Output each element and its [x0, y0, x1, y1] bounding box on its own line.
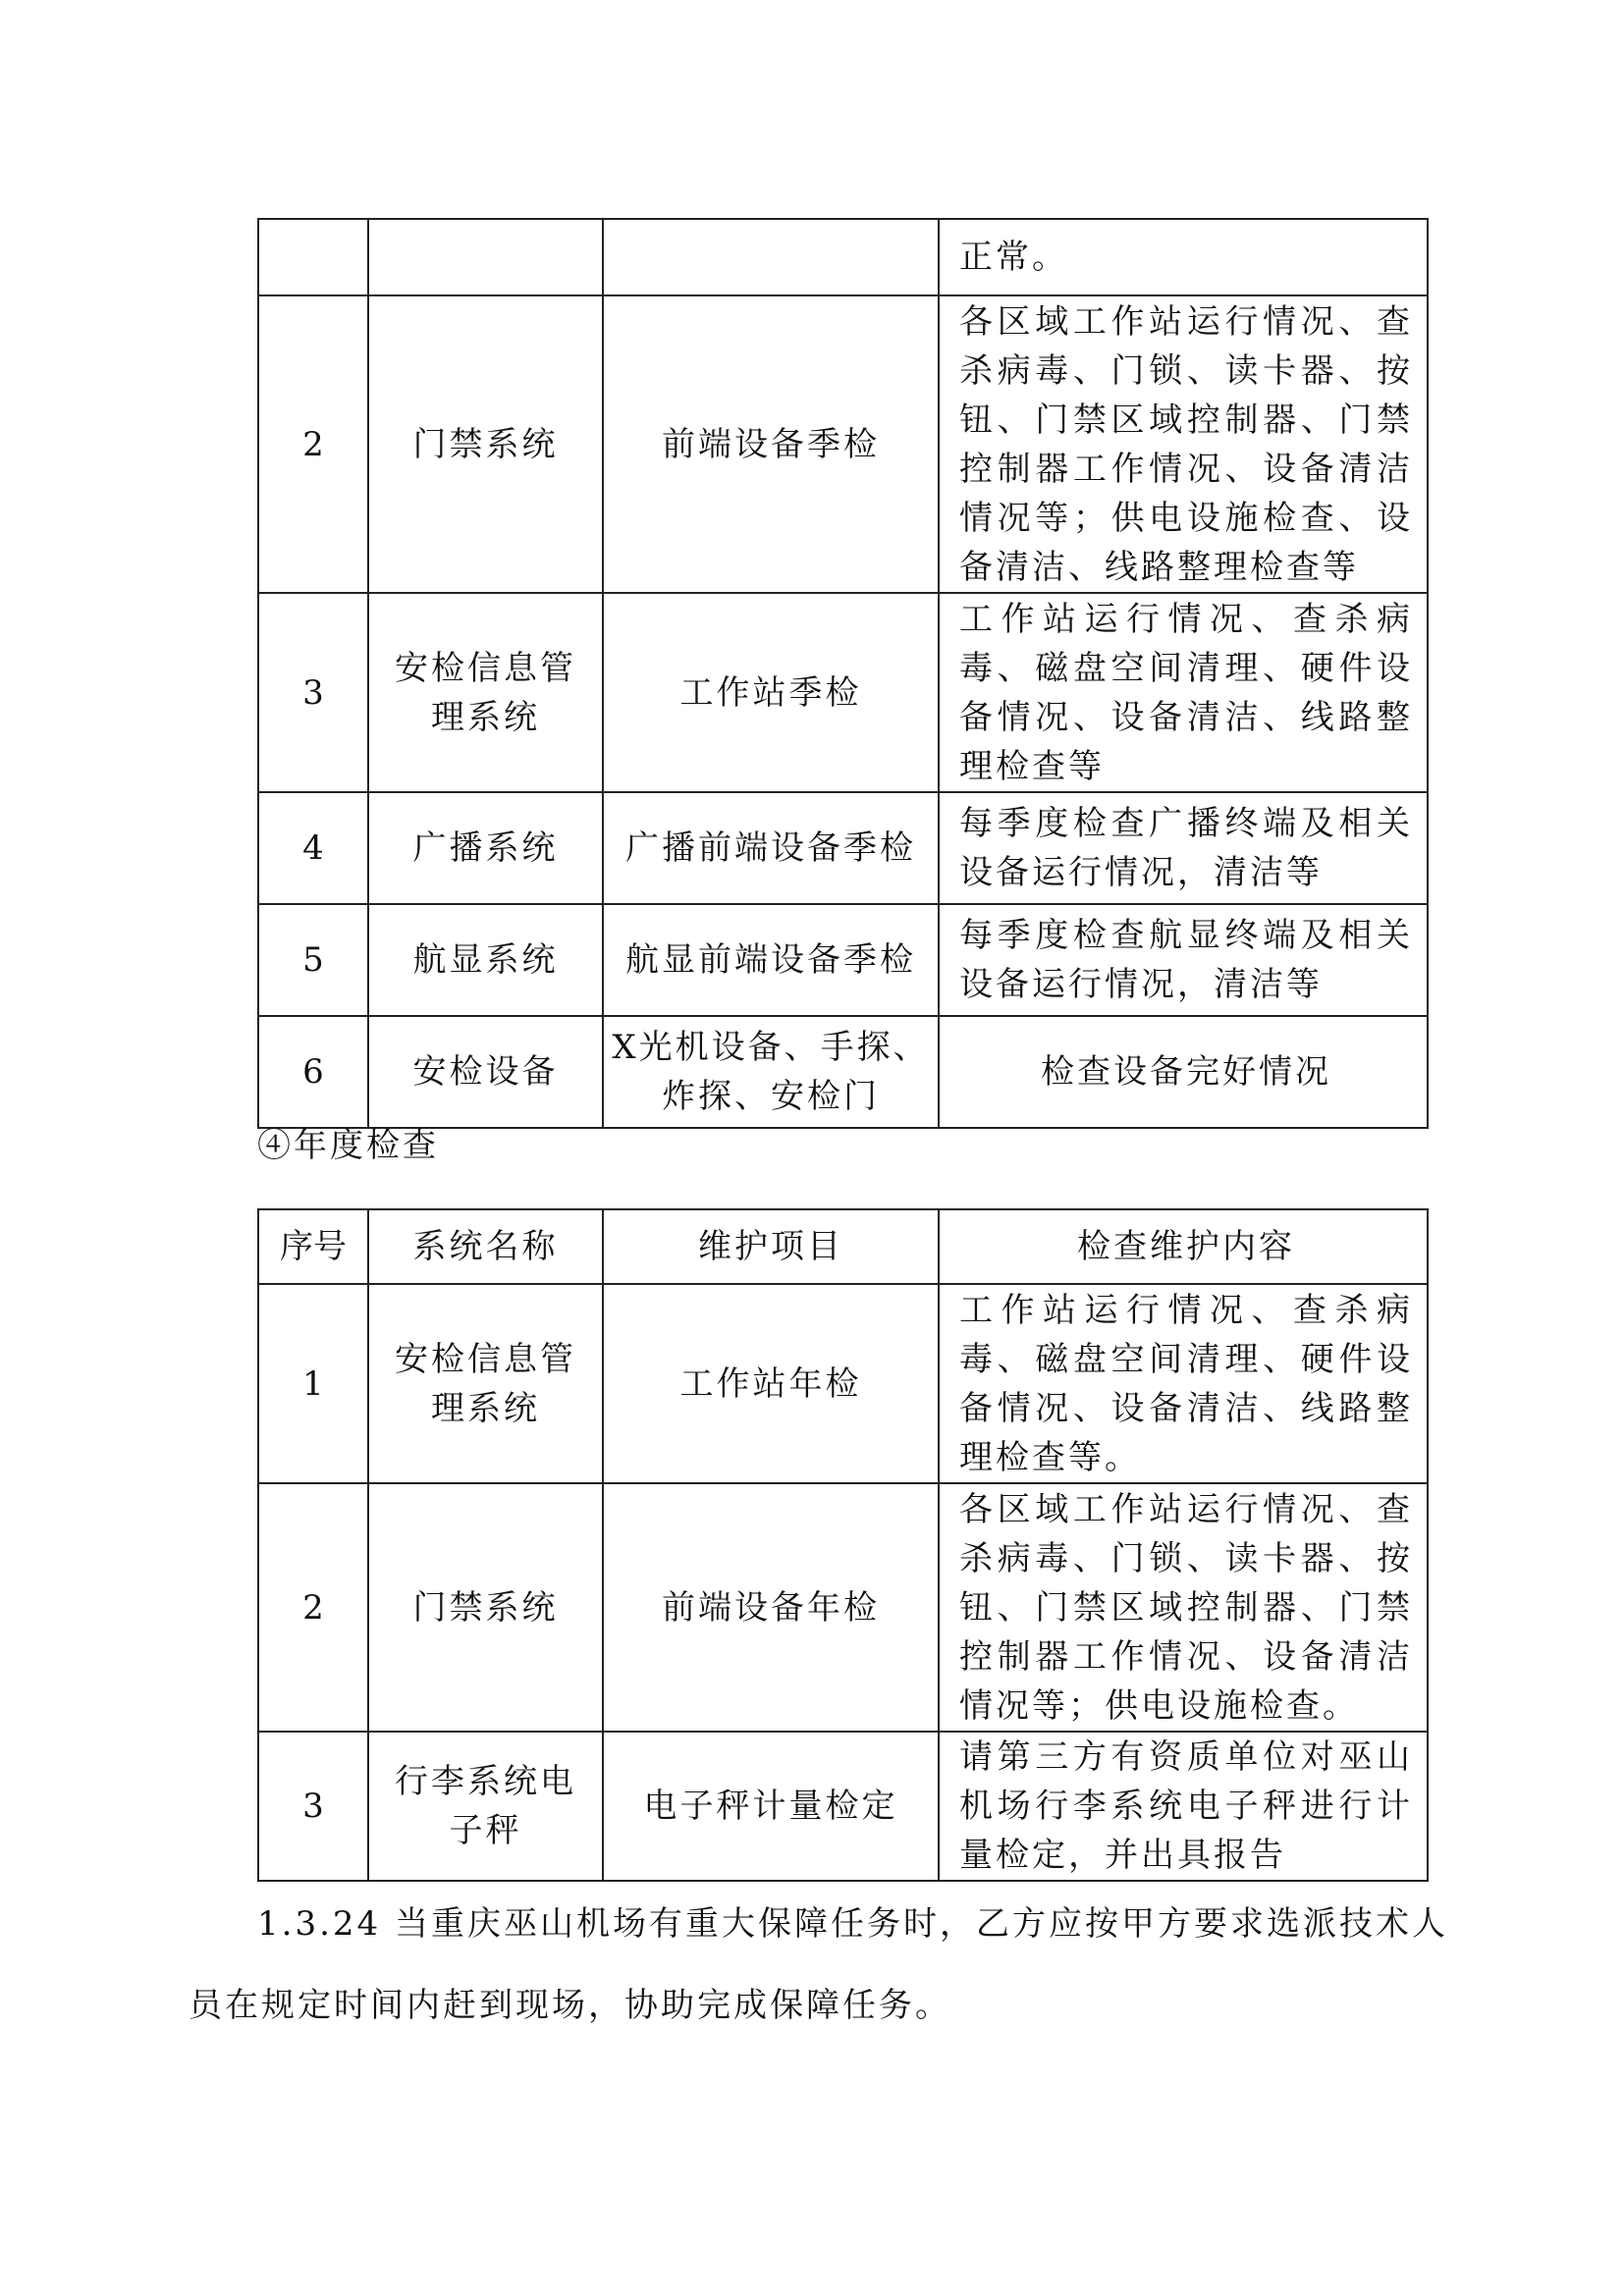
- annual-check-heading: ④年度检查: [257, 1126, 439, 1165]
- maintenance-item: 电子秤计量检定: [603, 1732, 939, 1881]
- row-number: 4: [258, 792, 368, 904]
- system-name: 航显系统: [368, 904, 603, 1016]
- inspection-content: 每季度检查广播终端及相关设备运行情况，清洁等: [939, 792, 1428, 904]
- system-name: 安检信息管理系统: [368, 593, 603, 792]
- table-row: [258, 1732, 1428, 1881]
- maintenance-item: 工作站年检: [603, 1284, 939, 1483]
- maintenance-item: 航显前端设备季检: [603, 904, 939, 1016]
- annual-check-table: [257, 1208, 1429, 1882]
- table-row: [258, 1483, 1428, 1732]
- row-number: [258, 219, 368, 295]
- system-name: 安检信息管理系统: [368, 1284, 603, 1483]
- header-maintenance-item: 维护项目: [603, 1209, 939, 1284]
- maintenance-item: 前端设备季检: [603, 295, 939, 593]
- row-number: 2: [258, 295, 368, 593]
- row-number: 6: [258, 1016, 368, 1128]
- inspection-content: 各区域工作站运行情况、查杀病毒、门锁、读卡器、按钮、门禁区域控制器、门禁控制器工作情况、设备清洁情况等；供电设施检查。: [939, 1483, 1428, 1732]
- table-row: [258, 904, 1428, 1016]
- maintenance-item: [603, 219, 939, 295]
- maintenance-item: 广播前端设备季检: [603, 792, 939, 904]
- inspection-content: 每季度检查航显终端及相关设备运行情况，清洁等: [939, 904, 1428, 1016]
- system-name: 行李系统电子秤: [368, 1732, 603, 1881]
- table-row: [258, 1284, 1428, 1483]
- system-name: 安检设备: [368, 1016, 603, 1128]
- row-number: 3: [258, 593, 368, 792]
- inspection-content: 检查设备完好情况: [939, 1016, 1428, 1128]
- inspection-content: 工作站运行情况、查杀病毒、磁盘空间清理、硬件设备情况、设备清洁、线路整理检查等。: [939, 1284, 1428, 1483]
- maintenance-item: X光机设备、手探、炸探、安检门: [603, 1016, 939, 1128]
- row-number: 2: [258, 1483, 368, 1732]
- inspection-content: 正常。: [939, 219, 1428, 295]
- row-number: 5: [258, 904, 368, 1016]
- table-row: [258, 295, 1428, 593]
- system-name: 广播系统: [368, 792, 603, 904]
- system-name: 门禁系统: [368, 295, 603, 593]
- paragraph-line-1: 1.3.24 当重庆巫山机场有重大保障任务时，乙方应按甲方要求选派技术人: [257, 1904, 1448, 1944]
- table-row: [258, 792, 1428, 904]
- row-number: 1: [258, 1284, 368, 1483]
- system-name: 门禁系统: [368, 1483, 603, 1732]
- paragraph-line-2: 员在规定时间内赶到现场，协助完成保障任务。: [189, 1986, 951, 2025]
- table-row: [258, 219, 1428, 295]
- inspection-content: 工作站运行情况、查杀病毒、磁盘空间清理、硬件设备情况、设备清洁、线路整理检查等: [939, 593, 1428, 792]
- row-number: 3: [258, 1732, 368, 1881]
- header-inspection-content: 检查维护内容: [939, 1209, 1428, 1284]
- header-system-name: 系统名称: [368, 1209, 603, 1284]
- inspection-content: 各区域工作站运行情况、查杀病毒、门锁、读卡器、按钮、门禁区域控制器、门禁控制器工作情况、设备清洁情况等；供电设施检查、设备清洁、线路整理检查等: [939, 295, 1428, 593]
- system-name: [368, 219, 603, 295]
- table-row: [258, 1016, 1428, 1128]
- maintenance-item: 工作站季检: [603, 593, 939, 792]
- header-number: 序号: [258, 1209, 368, 1284]
- quarterly-check-table-continued: [257, 218, 1429, 1129]
- inspection-content: 请第三方有资质单位对巫山机场行李系统电子秤进行计量检定，并出具报告: [939, 1732, 1428, 1881]
- table-header-row: [258, 1209, 1428, 1284]
- table-row: [258, 593, 1428, 792]
- maintenance-item: 前端设备年检: [603, 1483, 939, 1732]
